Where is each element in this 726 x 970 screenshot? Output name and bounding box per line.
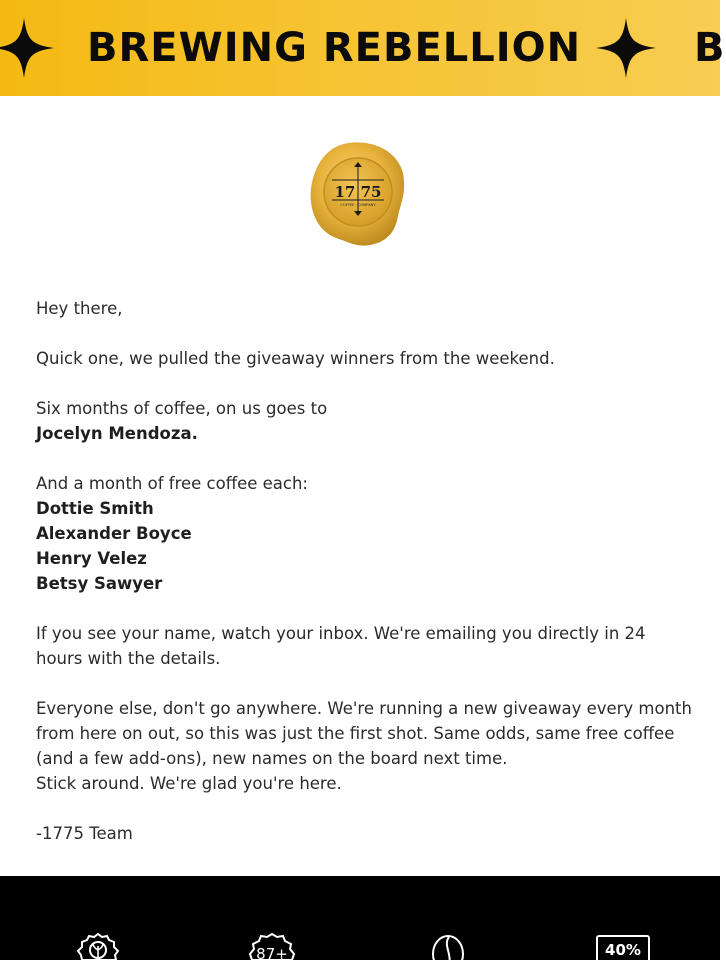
winner-name: Alexander Boyce <box>36 524 192 543</box>
plant-badge-icon <box>74 930 122 970</box>
seal-text: 17 75 <box>334 183 382 201</box>
winner-name: Dottie Smith <box>36 499 154 518</box>
score-badge-label: 87+ <box>256 945 288 963</box>
wax-seal-logo <box>308 140 408 250</box>
closing-text: Stick around. We're glad you're here. <box>36 774 342 793</box>
grand-prize-line: Six months of coffee, on us goes to <box>36 399 328 418</box>
winner-name: Betsy Sawyer <box>36 574 163 593</box>
winner-name: Henry Velez <box>36 549 147 568</box>
percent-badge-icon <box>595 934 651 964</box>
monthly-prize-line: And a month of free coffee each: <box>36 474 308 493</box>
header-banner <box>0 0 726 96</box>
signature: -1775 Team <box>36 824 133 843</box>
grand-prize-winner: Jocelyn Mendoza. <box>36 424 198 443</box>
wax-seal-icon <box>308 140 408 250</box>
intro-text: Quick one, we pulled the giveaway winners from the weekend. <box>36 349 555 368</box>
greeting: Hey there, <box>36 299 123 318</box>
footer-bar <box>0 876 720 963</box>
score-badge-icon <box>246 930 298 970</box>
percent-badge-label: 40% <box>605 941 641 959</box>
banner-title-repeat: B <box>694 25 726 71</box>
others-text: Everyone else, don't go anywhere. We're running a new giveaway every month from here on out, so this was just the first shot. Same odds, same free coffee (and a few add-ons), new names on the board next time. <box>36 699 692 768</box>
coffee-bean-icon <box>428 930 468 970</box>
four-point-star-icon <box>594 16 658 80</box>
notice-text: If you see your name, watch your inbox. We're emailing you directly in 24 hours with the details. <box>36 624 646 668</box>
four-point-star-icon <box>0 16 56 80</box>
banner-title: BREWING REBELLION <box>87 25 582 71</box>
seal-subtext: COFFEE · COMPANY <box>340 203 376 207</box>
email-body <box>36 296 696 846</box>
